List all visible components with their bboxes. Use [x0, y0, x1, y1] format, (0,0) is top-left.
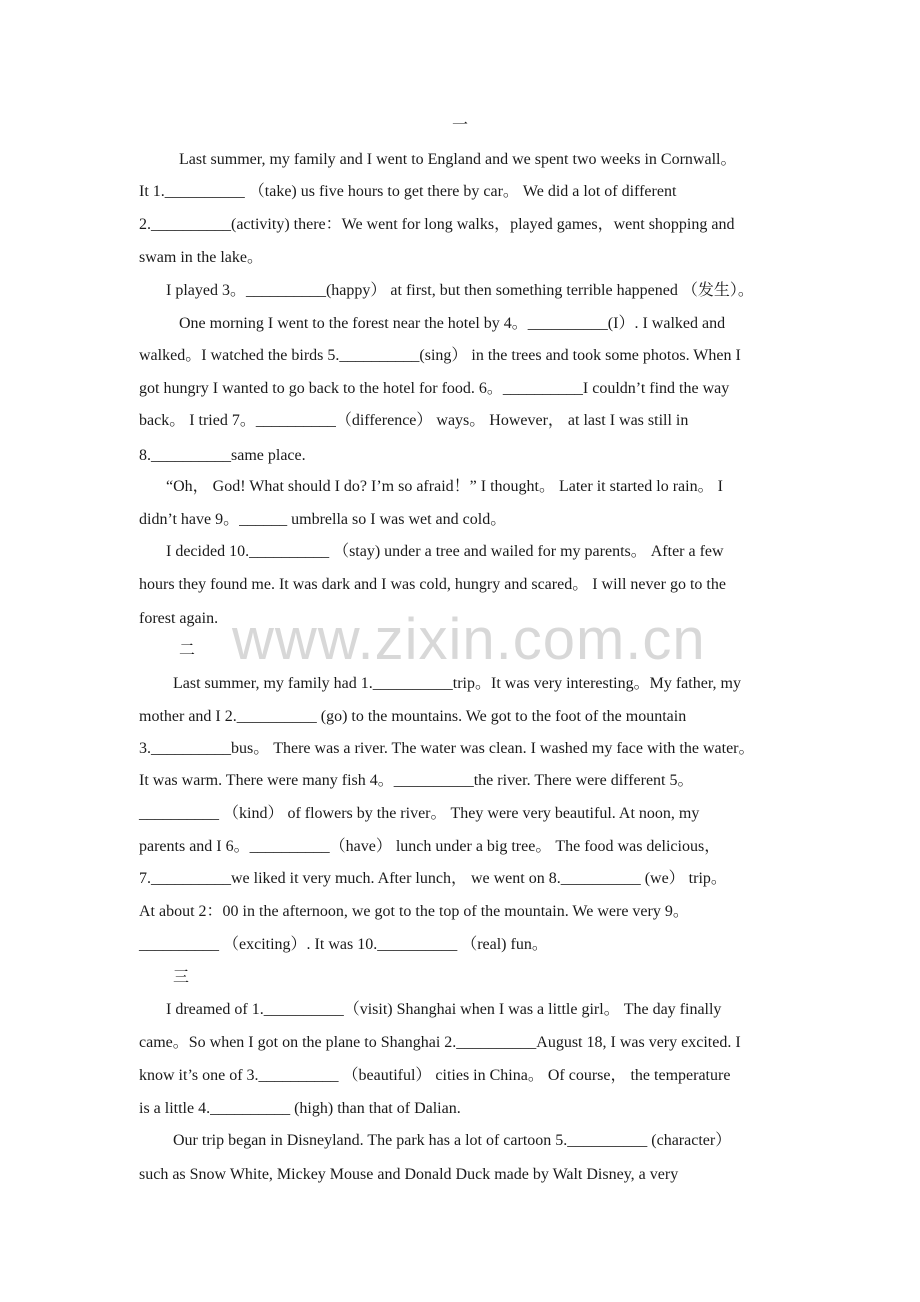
passage-1-line: forest again.: [139, 610, 219, 627]
passage-1-line: Last summer, my family and I went to England and we spent two weeks in Cornwall。: [179, 151, 737, 168]
passage-1-line: I decided 10.__________ （stay) under a tree and wailed for my parents。 After a few: [166, 543, 724, 560]
passage-1-line: I played 3。__________(happy） at first, but then something terrible happened （发生）。: [166, 282, 754, 299]
section-heading-1: 一: [452, 117, 469, 134]
passage-3-line: know it’s one of 3.__________ （beautiful） cities in China。 Of course， the temperature: [139, 1067, 731, 1084]
passage-2-line: It was warm. There were many fish 4。__________the river. There were different 5。: [139, 772, 694, 789]
passage-2-line: 7.__________we liked it very much. After lunch， we went on 8.__________ (we） trip。: [139, 870, 727, 887]
passage-2-line: At about 2：00 in the afternoon, we got to the top of the mountain. We were very 9。: [139, 903, 689, 920]
passage-1-line: didn’t have 9。______ umbrella so I was wet and cold。: [139, 511, 507, 528]
passage-2-line: Last summer, my family had 1.__________trip。It was very interesting。My father, my: [173, 675, 741, 692]
passage-3-line: such as Snow White, Mickey Mouse and Donald Duck made by Walt Disney, a very: [139, 1166, 679, 1183]
passage-2-line: __________ （exciting）. It was 10.__________ （real) fun。: [139, 936, 548, 953]
passage-1-line: One morning I went to the forest near the hotel by 4。__________(I）. I walked and: [179, 315, 726, 332]
section-heading-2: 二: [179, 642, 196, 659]
passage-1-line: swam in the lake。: [139, 249, 263, 266]
passage-2-line: mother and I 2.__________ (go) to the mountains. We got to the foot of the mountain: [139, 708, 687, 725]
passage-1-line: hours they found me. It was dark and I was cold, hungry and scared。 I will never go to the: [139, 576, 726, 593]
passage-1-line: It 1.__________ （take) us five hours to get there by car。 We did a lot of different: [139, 183, 677, 200]
passage-1-line: 8.__________same place.: [139, 447, 306, 464]
passage-3-line: I dreamed of 1.__________（visit) Shanghai when I was a little girl。 The day finally: [166, 1001, 722, 1018]
watermark: www.zixin.com.cn: [232, 607, 706, 672]
passage-1-line: 2.__________(activity) there：We went for long walks，played games，went shopping and: [139, 216, 735, 233]
passage-1-line: “Oh， God! What should I do? I’m so afraid！” I thought。 Later it started lo rain。 I: [166, 478, 723, 495]
passage-1-line: got hungry I wanted to go back to the hotel for food. 6。__________I couldn’t find the way: [139, 380, 730, 397]
passage-3-line: is a little 4.__________ (high) than that of Dalian.: [139, 1100, 461, 1117]
passage-2-line: __________ （kind） of flowers by the river。 They were very beautiful. At noon, my: [139, 805, 700, 822]
passage-2-line: 3.__________bus。 There was a river. The water was clean. I washed my face with the water。: [139, 740, 755, 757]
section-heading-3: 三: [173, 969, 190, 986]
passage-3-line: Our trip began in Disneyland. The park has a lot of cartoon 5.__________ (character）: [173, 1132, 732, 1149]
passage-2-line: parents and I 6。__________（have） lunch under a big tree。 The food was delicious，: [139, 838, 721, 855]
passage-1-line: walked。I watched the birds 5.__________(sing） in the trees and took some photos. When I: [139, 347, 741, 364]
passage-3-line: came。So when I got on the plane to Shanghai 2.__________August 18, I was very excited. I: [139, 1034, 741, 1051]
passage-1-line: back。 I tried 7。__________（difference） ways。 However， at last I was still in: [139, 412, 689, 429]
